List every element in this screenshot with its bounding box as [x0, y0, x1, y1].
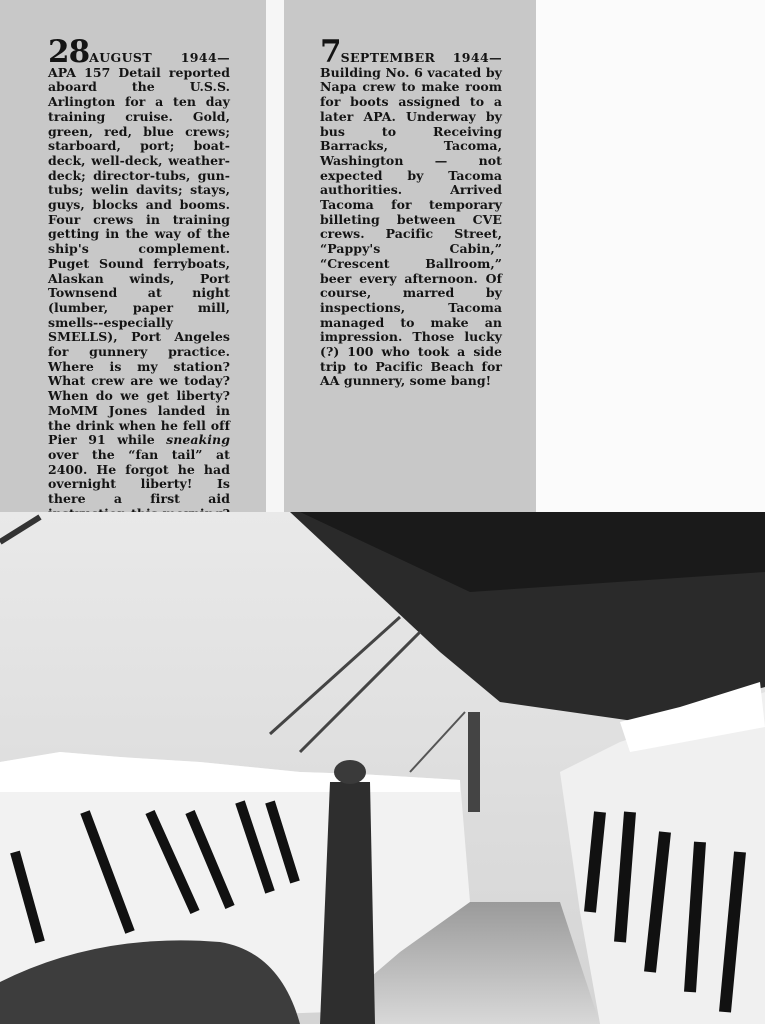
- entry-body-part-1: APA 157 Detail reported aboard the U.S.S. Arlington for a ten day training cruise. Gold, green, red, blue crews; starboard, port; boat-deck, well-deck, weather-deck; director-tubs, gun-tubs; welin davits; stays, guys, blocks and booms. Four crews in training getting in the way of the ship's complement. Puget Sound ferryboats, Alaskan winds, Port Townsend at night (lumber, paper mill, smells--especially SMELLS), Port Angeles for gunnery practice. Where is my station? What crew are we today? When do we get liberty? MoMM Jones landed in the drink when he fell off Pier 91 while: [48, 64, 230, 448]
- blank-page-area: [536, 0, 765, 512]
- journal-entry-aug-28: [0, 0, 266, 512]
- entry-day: 7: [320, 34, 341, 70]
- entry-dash: —: [217, 50, 230, 65]
- journal-entry-sep-7: [284, 0, 536, 512]
- entry-date: [320, 34, 502, 70]
- deck-photo-illustration: [0, 512, 765, 1024]
- entry-dash: —: [489, 50, 502, 65]
- column-gutter: [266, 0, 284, 512]
- entry-body-part-2: over the “fan tail” at 2400. He forgot he had overnight liberty! Is there a first aid: [48, 446, 230, 507]
- entry-month-year: SEPTEMBER 1944: [340, 50, 490, 65]
- entry-text: [320, 34, 502, 389]
- entry-body-emphasis: sneaking: [166, 432, 230, 448]
- entry-body: Building No. 6 vacated by Napa crew to make room for boots assigned to a later APA. Underway by bus to Receiving Barracks, Tacoma, Washington — not expected by Tacoma authorities. Arrived Tacoma for temporary billeting between CVE crews. Pacific Street, “Pappy's Cabin,” “Crescent Ballroom,” beer every afternoon. Of course, marred by inspections, Tacoma managed to make an impression. Those lucky (?) 100 who took a side trip to Pacific Beach for AA gunnery, some bang!: [320, 64, 502, 389]
- sailors-deck-photo: [0, 512, 765, 1024]
- entry-text: [48, 34, 230, 536]
- entry-day: 28: [48, 34, 90, 70]
- entry-month-year: AUGUST 1944: [89, 50, 218, 65]
- stanchion: [468, 712, 480, 812]
- entry-date: [48, 34, 230, 70]
